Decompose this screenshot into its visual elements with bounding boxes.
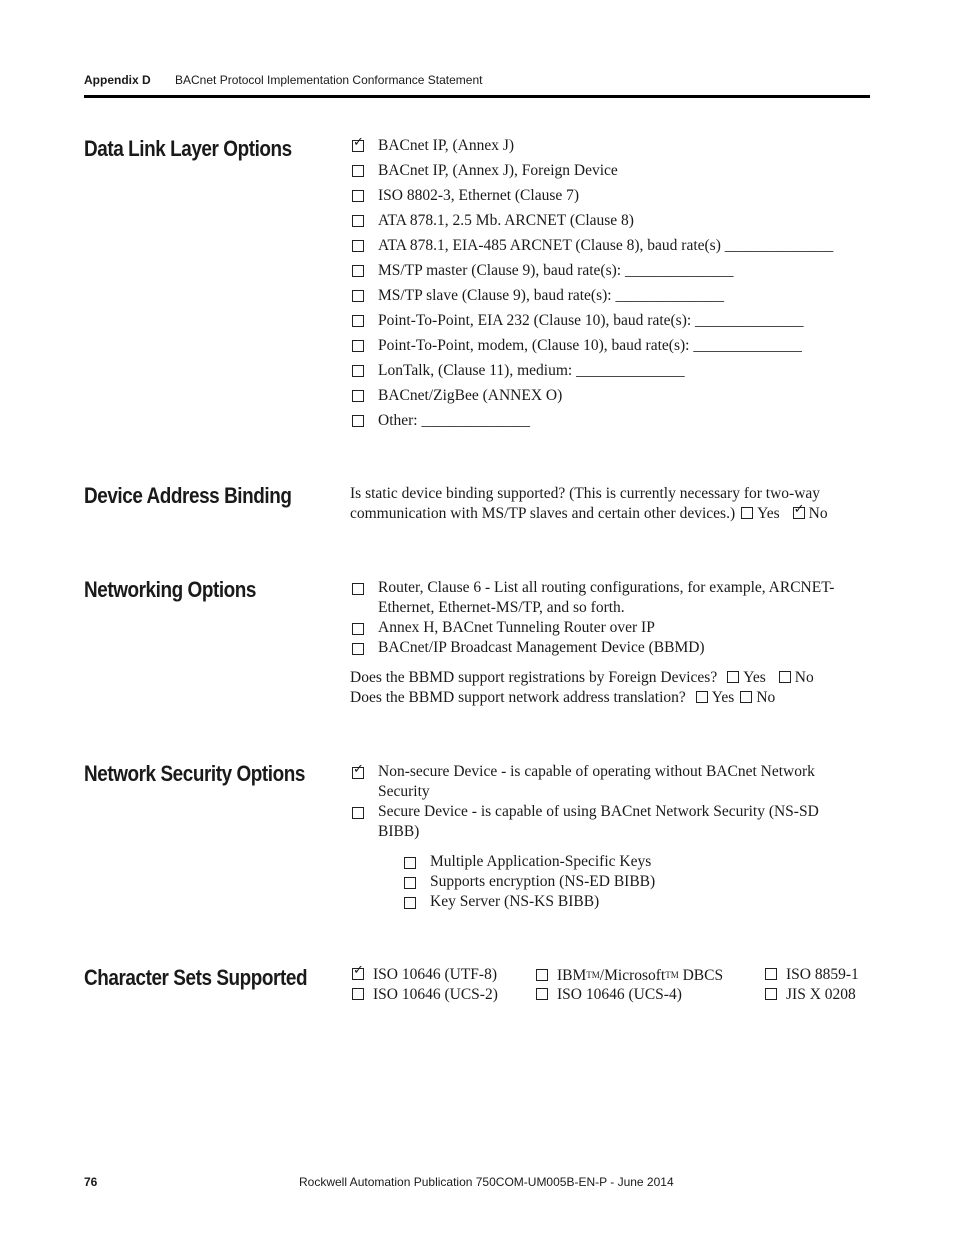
checkbox-icon[interactable] xyxy=(352,807,364,819)
option-ptp-eia232: Point-To-Point, EIA 232 (Clause 10), baud rate(s): ______________ xyxy=(350,308,870,333)
option-router: Router, Clause 6 - List all routing configurations, for example, ARCNET-Ethernet, Ethernet-MS/TP, and so forth. xyxy=(350,578,870,618)
charset-iso8859: ISO 8859-1 xyxy=(765,965,859,985)
charset-ucs2: ISO 10646 (UCS-2) xyxy=(352,985,498,1005)
option-encryption: Supports encryption (NS-ED BIBB) xyxy=(402,872,840,892)
checkbox-icon[interactable] xyxy=(352,415,364,427)
secure-sub-options xyxy=(350,852,840,912)
device-binding-heading: Device Address Binding xyxy=(84,483,292,508)
checkbox-icon[interactable] xyxy=(352,290,364,302)
charset-ibm-dbcs: IBM™/Microsoft™ DBCS xyxy=(536,965,723,986)
checkbox-icon[interactable] xyxy=(352,315,364,327)
bbmd-question-2: Does the BBMD support network address translation? Yes No xyxy=(350,689,776,706)
binding-question-line1: Is static device binding supported? (This is currently necessary for two-way xyxy=(350,485,821,502)
checkbox-icon[interactable] xyxy=(352,240,364,252)
option-mstp-slave: MS/TP slave (Clause 9), baud rate(s): ______________ xyxy=(350,283,870,308)
option-annex-h: Annex H, BACnet Tunneling Router over IP xyxy=(350,618,870,638)
option-bacnet-ip-foreign: BACnet IP, (Annex J), Foreign Device xyxy=(350,158,870,183)
checkbox-icon[interactable] xyxy=(352,265,364,277)
checkbox-icon[interactable] xyxy=(765,988,777,1000)
networking-options xyxy=(350,578,870,708)
charset-utf8: ✓ ISO 10646 (UTF-8) xyxy=(352,965,497,985)
data-link-options xyxy=(350,133,870,433)
charset-ucs4: ISO 10646 (UCS-4) xyxy=(536,985,682,1005)
option-other: Other: ______________ xyxy=(350,408,870,433)
publication-footer: Rockwell Automation Publication 750COM-UM005B-EN-P - June 2014 xyxy=(299,1175,674,1189)
checkbox-icon[interactable] xyxy=(352,988,364,1000)
header-title: BACnet Protocol Implementation Conformance Statement xyxy=(175,73,483,87)
charsets-heading: Character Sets Supported xyxy=(84,965,308,990)
yes-checkbox-icon[interactable] xyxy=(696,691,708,703)
checkbox-icon[interactable] xyxy=(352,623,364,635)
option-eia485-arcnet: ATA 878.1, EIA-485 ARCNET (Clause 8), baud rate(s) ______________ xyxy=(350,233,870,258)
checkbox-icon[interactable] xyxy=(352,190,364,202)
checkbox-icon[interactable] xyxy=(352,365,364,377)
option-ptp-modem: Point-To-Point, modem, (Clause 10), baud rate(s): ______________ xyxy=(350,333,870,358)
option-key-server: Key Server (NS-KS BIBB) xyxy=(402,892,840,912)
checkbox-icon[interactable] xyxy=(404,897,416,909)
option-secure: Secure Device - is capable of using BACnet Network Security (NS-SD BIBB) xyxy=(350,802,840,842)
appendix-label: Appendix D xyxy=(84,73,151,87)
checkbox-icon[interactable] xyxy=(352,165,364,177)
binding-question-line2: communication with MS/TP slaves and certain other devices.) Yes✓ No xyxy=(350,504,870,524)
option-arcnet: ATA 878.1, 2.5 Mb. ARCNET (Clause 8) xyxy=(350,208,870,233)
option-bbmd: BACnet/IP Broadcast Management Device (BBMD) xyxy=(350,638,870,658)
option-multiple-keys: Multiple Application-Specific Keys xyxy=(402,852,840,872)
security-heading: Network Security Options xyxy=(84,761,305,786)
checkbox-icon[interactable] xyxy=(536,969,548,981)
checkbox-icon[interactable] xyxy=(352,583,364,595)
no-checkbox-icon[interactable] xyxy=(740,691,752,703)
option-zigbee: BACnet/ZigBee (ANNEX O) xyxy=(350,383,870,408)
header-rule xyxy=(84,95,870,98)
checkbox-icon[interactable] xyxy=(352,968,364,980)
data-link-heading: Data Link Layer Options xyxy=(84,136,292,161)
option-lontalk: LonTalk, (Clause 11), medium: ______________ xyxy=(350,358,870,383)
checkbox-icon[interactable] xyxy=(352,390,364,402)
charset-jis: JIS X 0208 xyxy=(765,985,856,1005)
checkbox-icon[interactable] xyxy=(404,857,416,869)
running-header xyxy=(84,73,483,87)
option-bacnet-ip: ✓ BACnet IP, (Annex J) xyxy=(350,133,870,158)
checkbox-icon[interactable] xyxy=(352,643,364,655)
checkbox-icon[interactable] xyxy=(352,215,364,227)
no-checkbox-icon[interactable] xyxy=(779,671,791,683)
option-non-secure: ✓ Non-secure Device - is capable of operating without BACnet Network Security xyxy=(350,762,840,802)
yes-checkbox-icon[interactable] xyxy=(741,507,753,519)
no-checkbox-icon[interactable] xyxy=(793,507,805,519)
checkbox-icon[interactable] xyxy=(352,340,364,352)
networking-heading: Networking Options xyxy=(84,577,256,602)
checkbox-icon[interactable] xyxy=(765,968,777,980)
option-mstp-master: MS/TP master (Clause 9), baud rate(s): ______________ xyxy=(350,258,870,283)
page-number: 76 xyxy=(84,1175,98,1189)
checkbox-icon[interactable] xyxy=(352,140,364,152)
checkbox-icon[interactable] xyxy=(352,767,364,779)
option-ethernet: ISO 8802-3, Ethernet (Clause 7) xyxy=(350,183,870,208)
security-options xyxy=(350,762,840,912)
checkbox-icon[interactable] xyxy=(404,877,416,889)
checkbox-icon[interactable] xyxy=(536,988,548,1000)
bbmd-question-1: Does the BBMD support registrations by Foreign Devices? Yes No xyxy=(350,669,814,686)
yes-checkbox-icon[interactable] xyxy=(727,671,739,683)
device-binding-text xyxy=(350,484,870,524)
